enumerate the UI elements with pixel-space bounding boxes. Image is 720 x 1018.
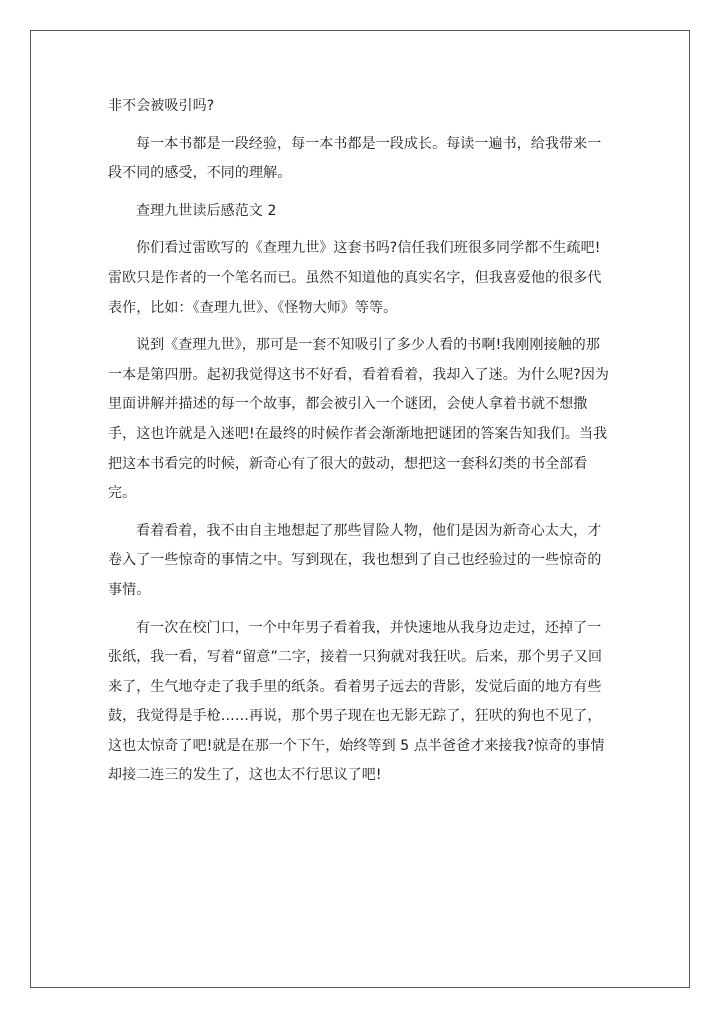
section-heading: 查理九世读后感范文 2 [136,202,277,219]
paragraph-book-impression: 说到《查理九世》，那可是一套不知吸引了多少人看的书啊!我刚刚接触的那一本是第四册。起初我觉得这书不好看，看着看着，我却入了迷。为什么呢?因为里面讲解并描述的每一个故事，都会被引入一个谜团，会使人拿着书就不想撒手，这也许就是入迷吧!在最终的时候作者会渐渐地把谜团的答案告知我们。当我把这本书看完的时候，新奇心有了很大的鼓动，想把这一套科幻类的书全部看完。 [108,337,610,502]
paragraph-adventure-thoughts: 看着看着，我不由自主地想起了那些冒险人物，他们是因为新奇心太大，才卷入了一些惊奇的事情之中。写到现在，我也想到了自己也经验过的一些惊奇的事情。 [108,522,602,598]
paragraph-reading-experience: 每一本书都是一段经验，每一本书都是一段成长。每读一遍书，给我带来一段不同的感受，不同的理解。 [108,135,602,182]
document-body [108,92,614,791]
paragraph-strange-story: 有一次在校门口，一个中年男子看着我，并快速地从我身边走过，还掉了一张纸，我一看，写着“留意”二字，接着一只狗就对我狂吠。后来，那个男子又回来了，生气地夺走了我手里的纸条。看着男子远去的背影，发觉后面的地方有些鼓，我觉得是手枪……再说，那个男子现在也无影无踪了，狂吠的狗也不见了，这也太惊奇了吧!就是在那一个下午，始终等到 5 点半爸爸才来接我?惊奇的事情却接二连三的发生了，这也太不行思议了吧! [108,619,605,784]
paragraph-continuation: 非不会被吸引吗? [108,98,215,114]
paragraph-author-intro: 你们看过雷欧写的《查理九世》这套书吗?信任我们班很多同学都不生疏吧!雷欧只是作者的一个笔名而已。虽然不知道他的真实名字，但我喜爱他的很多代表作，比如：《查理九世》、《怪物大师》等等。 [108,240,602,316]
